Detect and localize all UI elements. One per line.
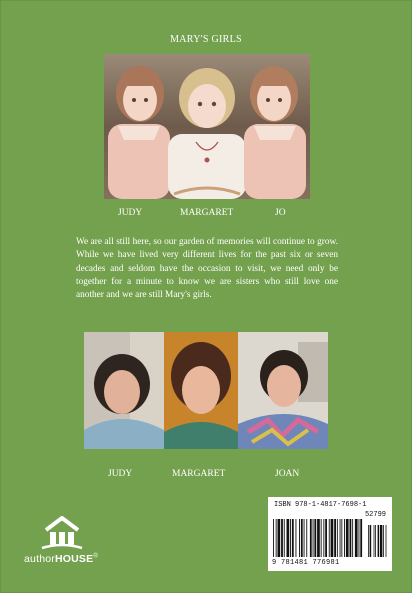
portrait-judy: [84, 332, 164, 449]
barcode-bars: [272, 519, 388, 557]
caption-joan-adult: JOAN: [275, 469, 300, 479]
caption-judy-young: JUDY: [118, 208, 143, 218]
childhood-photo-illustration: [104, 54, 310, 199]
isbn-text: ISBN 978-1-4817-7698-1: [274, 501, 367, 509]
caption-margaret-adult: MARGARET: [172, 469, 226, 479]
photo-margaret-adult: [164, 332, 238, 449]
barcode-panel: [268, 497, 392, 571]
portrait-margaret: [164, 332, 238, 449]
publisher-name: [24, 553, 98, 565]
caption-margaret-young: MARGARET: [180, 208, 234, 218]
publisher-name-part2: HOUSE: [54, 553, 94, 565]
house-book-icon: [28, 516, 108, 550]
cover-title: MARY'S GIRLS: [170, 34, 242, 45]
back-cover-blurb: We are all still here, so our garden of memories will continue to grow. While we have lived very different lives for the past six or seven decades and seldom have the occasion to visit, we need only be together for a minute to know we are sisters who still love one another and we are still Mary's girls.: [76, 237, 338, 301]
registered-mark: ®: [93, 553, 98, 560]
caption-jo-young: JO: [275, 208, 286, 218]
childhood-photo-captions: [0, 208, 412, 222]
barcode-number: 9 781481 776981: [272, 559, 340, 567]
adult-photo-captions: [0, 469, 412, 483]
childhood-photo: [104, 54, 310, 199]
publisher-name-part1: author: [24, 553, 55, 565]
caption-judy-adult: JUDY: [108, 469, 133, 479]
price-code: 52799: [364, 511, 386, 519]
photo-judy-adult: [84, 332, 164, 449]
photo-joan-adult: [238, 332, 328, 449]
portrait-joan: [238, 332, 328, 449]
